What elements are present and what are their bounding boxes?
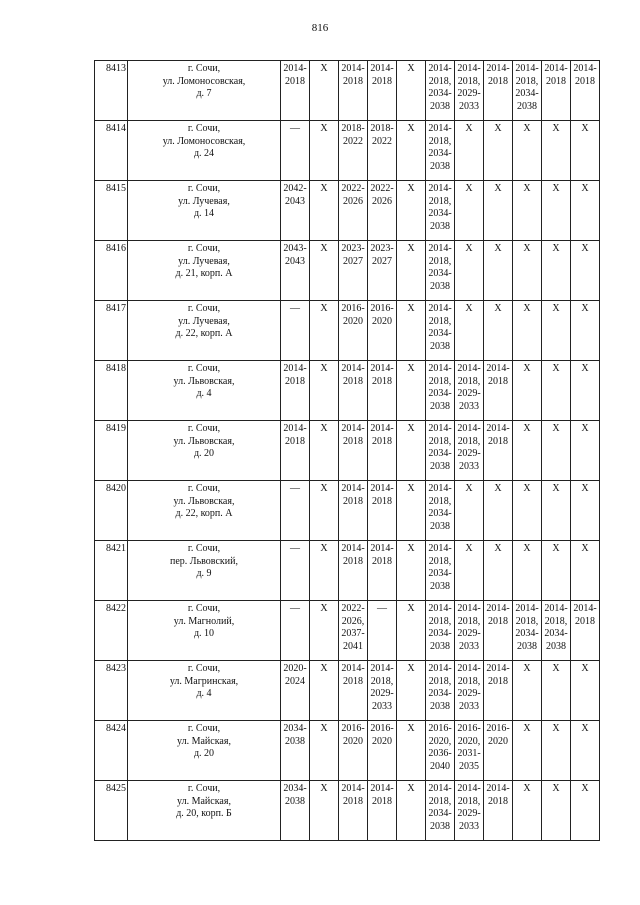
table-row (95, 481, 600, 541)
schedule-cell: X (310, 421, 339, 481)
schedule-cell: 2016- 2020 (339, 301, 368, 361)
schedule-cell: 2014- 2018, 2029- 2033 (455, 781, 484, 841)
schedule-cell: 2014- 2018, 2029- 2033 (455, 601, 484, 661)
schedule-cell: 2014- 2018, 2034- 2038 (426, 181, 455, 241)
schedule-cell: 2014- 2018, 2034- 2038 (426, 421, 455, 481)
schedule-cell: X (455, 181, 484, 241)
schedule-cell: 2016- 2020 (368, 301, 397, 361)
schedule-cell: X (397, 601, 426, 661)
schedule-cell: X (571, 121, 600, 181)
row-number: 8418 (95, 361, 128, 421)
schedule-cell: 2014- 2018 (484, 421, 513, 481)
schedule-cell: X (484, 301, 513, 361)
schedule-cell: 2014- 2018 (281, 61, 310, 121)
schedule-cell: X (542, 301, 571, 361)
schedule-cell: 2014- 2018, 2029- 2033 (368, 661, 397, 721)
schedule-cell: X (513, 661, 542, 721)
table-row (95, 301, 600, 361)
table-row (95, 601, 600, 661)
row-number: 8419 (95, 421, 128, 481)
schedule-cell: — (281, 601, 310, 661)
table-row (95, 781, 600, 841)
schedule-cell: X (513, 481, 542, 541)
schedule-cell: X (571, 541, 600, 601)
schedule-cell: 2014- 2018, 2034- 2038 (426, 241, 455, 301)
schedule-cell: 2014- 2018 (368, 61, 397, 121)
schedule-cell: 2014- 2018 (339, 361, 368, 421)
schedule-cell: 2014- 2018, 2029- 2033 (455, 361, 484, 421)
schedule-cell: 2014- 2018 (368, 361, 397, 421)
schedule-cell: X (310, 661, 339, 721)
schedule-cell: 2016- 2020, 2031- 2035 (455, 721, 484, 781)
schedule-cell: X (397, 301, 426, 361)
schedule-cell: X (513, 241, 542, 301)
schedule-cell: X (484, 241, 513, 301)
schedule-cell: 2020- 2024 (281, 661, 310, 721)
schedule-cell: 2014- 2018, 2029- 2033 (455, 421, 484, 481)
schedule-cell: 2014- 2018, 2034- 2038 (426, 661, 455, 721)
schedule-cell: 2014- 2018 (484, 601, 513, 661)
schedule-cell: 2018- 2022 (368, 121, 397, 181)
schedule-cell: 2043- 2043 (281, 241, 310, 301)
schedule-cell: 2014- 2018 (281, 361, 310, 421)
schedule-cell: X (310, 61, 339, 121)
schedule-cell: X (310, 361, 339, 421)
page-number: 816 (311, 22, 329, 34)
address-cell: г. Сочи, ул. Ломоносовская, д. 7 (128, 61, 281, 121)
schedule-cell: 2014- 2018 (339, 481, 368, 541)
address-cell: г. Сочи, пер. Львовский, д. 9 (128, 541, 281, 601)
schedule-cell: X (310, 481, 339, 541)
schedule-cell: X (542, 421, 571, 481)
schedule-cell: X (484, 481, 513, 541)
schedule-cell: X (397, 181, 426, 241)
schedule-cell: X (455, 301, 484, 361)
schedule-cell: X (513, 181, 542, 241)
schedule-cell: 2014- 2018 (484, 361, 513, 421)
schedule-cell: X (571, 661, 600, 721)
address-cell: г. Сочи, ул. Ломоносовская, д. 24 (128, 121, 281, 181)
row-number: 8416 (95, 241, 128, 301)
schedule-cell: 2014- 2018 (542, 61, 571, 121)
schedule-cell: X (513, 781, 542, 841)
table-row (95, 181, 600, 241)
schedule-cell: X (484, 181, 513, 241)
schedule-cell: X (310, 541, 339, 601)
schedule-cell: — (281, 301, 310, 361)
schedule-cell: X (571, 301, 600, 361)
schedule-cell: 2022- 2026, 2037- 2041 (339, 601, 368, 661)
schedule-cell: X (397, 541, 426, 601)
schedule-cell: X (542, 721, 571, 781)
schedule-cell: X (310, 601, 339, 661)
table-row (95, 541, 600, 601)
row-number: 8422 (95, 601, 128, 661)
schedule-cell: 2023- 2027 (368, 241, 397, 301)
schedule-cell: X (571, 421, 600, 481)
schedule-cell: X (571, 781, 600, 841)
table-row (95, 721, 600, 781)
address-cell: г. Сочи, ул. Львовская, д. 20 (128, 421, 281, 481)
schedule-cell: X (542, 241, 571, 301)
schedule-cell: X (310, 181, 339, 241)
schedule-cell: X (513, 361, 542, 421)
table-body (95, 61, 600, 841)
schedule-cell: 2016- 2020 (339, 721, 368, 781)
schedule-cell: 2014- 2018 (339, 61, 368, 121)
schedule-cell: X (310, 781, 339, 841)
schedule-cell: X (513, 541, 542, 601)
address-cell: г. Сочи, ул. Майская, д. 20, корп. Б (128, 781, 281, 841)
schedule-cell: 2014- 2018, 2034- 2038 (426, 361, 455, 421)
schedule-cell: X (455, 481, 484, 541)
schedule-cell: 2014- 2018 (339, 661, 368, 721)
table-row (95, 661, 600, 721)
schedule-cell: 2014- 2018, 2034- 2038 (426, 601, 455, 661)
schedule-cell: X (397, 481, 426, 541)
schedule-cell: 2016- 2020, 2036- 2040 (426, 721, 455, 781)
schedule-cell: X (513, 721, 542, 781)
schedule-cell: X (571, 721, 600, 781)
schedule-cell: 2014- 2018 (484, 781, 513, 841)
schedule-cell: 2014- 2018 (368, 481, 397, 541)
row-number: 8417 (95, 301, 128, 361)
schedule-cell: 2023- 2027 (339, 241, 368, 301)
row-number: 8425 (95, 781, 128, 841)
schedule-cell: X (542, 121, 571, 181)
schedule-cell: X (310, 721, 339, 781)
table-row (95, 421, 600, 481)
schedule-cell: 2014- 2018, 2034- 2038 (426, 481, 455, 541)
row-number: 8420 (95, 481, 128, 541)
schedule-cell: X (542, 361, 571, 421)
table-row (95, 61, 600, 121)
schedule-cell: 2014- 2018 (339, 781, 368, 841)
schedule-cell: X (455, 121, 484, 181)
schedule-cell: 2014- 2018 (368, 541, 397, 601)
address-cell: г. Сочи, ул. Лучевая, д. 22, корп. А (128, 301, 281, 361)
schedule-cell: X (513, 421, 542, 481)
schedule-cell: — (281, 481, 310, 541)
schedule-cell: 2042- 2043 (281, 181, 310, 241)
address-cell: г. Сочи, ул. Львовская, д. 4 (128, 361, 281, 421)
schedule-cell: 2014- 2018, 2029- 2033 (455, 61, 484, 121)
schedule-cell: X (571, 241, 600, 301)
address-cell: г. Сочи, ул. Майская, д. 20 (128, 721, 281, 781)
schedule-cell: 2014- 2018, 2029- 2033 (455, 661, 484, 721)
schedule-cell: 2022- 2026 (368, 181, 397, 241)
schedule-cell: 2014- 2018 (368, 421, 397, 481)
schedule-cell: 2014- 2018, 2034- 2038 (426, 541, 455, 601)
schedule-cell: 2014- 2018 (368, 781, 397, 841)
schedule-cell: 2014- 2018 (484, 61, 513, 121)
schedule-cell: X (542, 781, 571, 841)
schedule-cell: X (397, 361, 426, 421)
schedule-cell: X (542, 481, 571, 541)
schedule-cell: 2014- 2018, 2034- 2038 (426, 781, 455, 841)
address-cell: г. Сочи, ул. Магнолий, д. 10 (128, 601, 281, 661)
row-number: 8413 (95, 61, 128, 121)
schedule-cell: 2014- 2018 (571, 601, 600, 661)
schedule-cell: X (455, 241, 484, 301)
schedule-cell: X (542, 541, 571, 601)
schedule-cell: X (397, 61, 426, 121)
row-number: 8415 (95, 181, 128, 241)
schedule-cell: X (310, 241, 339, 301)
schedule-cell: X (397, 781, 426, 841)
schedule-cell: X (397, 421, 426, 481)
schedule-cell: 2014- 2018 (281, 421, 310, 481)
address-cell: г. Сочи, ул. Лучевая, д. 14 (128, 181, 281, 241)
row-number: 8424 (95, 721, 128, 781)
schedule-cell: 2014- 2018 (484, 661, 513, 721)
schedule-cell: X (571, 481, 600, 541)
schedule-cell: 2018- 2022 (339, 121, 368, 181)
schedule-cell: X (542, 661, 571, 721)
schedule-cell: X (397, 721, 426, 781)
schedule-cell: X (397, 241, 426, 301)
schedule-cell: X (542, 181, 571, 241)
schedule-cell: 2014- 2018 (339, 421, 368, 481)
schedule-cell: X (484, 121, 513, 181)
schedule-cell: X (571, 181, 600, 241)
schedule-cell: — (281, 541, 310, 601)
schedule-cell: X (513, 301, 542, 361)
schedule-cell: 2022- 2026 (339, 181, 368, 241)
schedule-cell: — (281, 121, 310, 181)
schedule-cell: X (310, 301, 339, 361)
housing-repair-schedule-table (94, 60, 600, 841)
row-number: 8421 (95, 541, 128, 601)
row-number: 8423 (95, 661, 128, 721)
schedule-cell: — (368, 601, 397, 661)
schedule-cell: 2016- 2020 (368, 721, 397, 781)
schedule-cell: X (455, 541, 484, 601)
schedule-cell: X (397, 661, 426, 721)
schedule-cell: 2014- 2018, 2034- 2038 (513, 61, 542, 121)
table-row (95, 241, 600, 301)
schedule-cell: X (310, 121, 339, 181)
schedule-cell: 2014- 2018 (339, 541, 368, 601)
table-row (95, 361, 600, 421)
schedule-cell: 2014- 2018, 2034- 2038 (426, 61, 455, 121)
schedule-cell: 2014- 2018, 2034- 2038 (426, 301, 455, 361)
schedule-cell: X (484, 541, 513, 601)
address-cell: г. Сочи, ул. Львовская, д. 22, корп. А (128, 481, 281, 541)
schedule-cell: X (571, 361, 600, 421)
schedule-cell: 2016- 2020 (484, 721, 513, 781)
schedule-cell: 2034- 2038 (281, 721, 310, 781)
schedule-cell: 2014- 2018, 2034- 2038 (513, 601, 542, 661)
schedule-cell: 2014- 2018, 2034- 2038 (542, 601, 571, 661)
schedule-cell: X (513, 121, 542, 181)
schedule-cell: X (397, 121, 426, 181)
row-number: 8414 (95, 121, 128, 181)
schedule-cell: 2014- 2018 (571, 61, 600, 121)
schedule-cell: 2014- 2018, 2034- 2038 (426, 121, 455, 181)
address-cell: г. Сочи, ул. Лучевая, д. 21, корп. А (128, 241, 281, 301)
address-cell: г. Сочи, ул. Магринская, д. 4 (128, 661, 281, 721)
table-row (95, 121, 600, 181)
schedule-cell: 2034- 2038 (281, 781, 310, 841)
